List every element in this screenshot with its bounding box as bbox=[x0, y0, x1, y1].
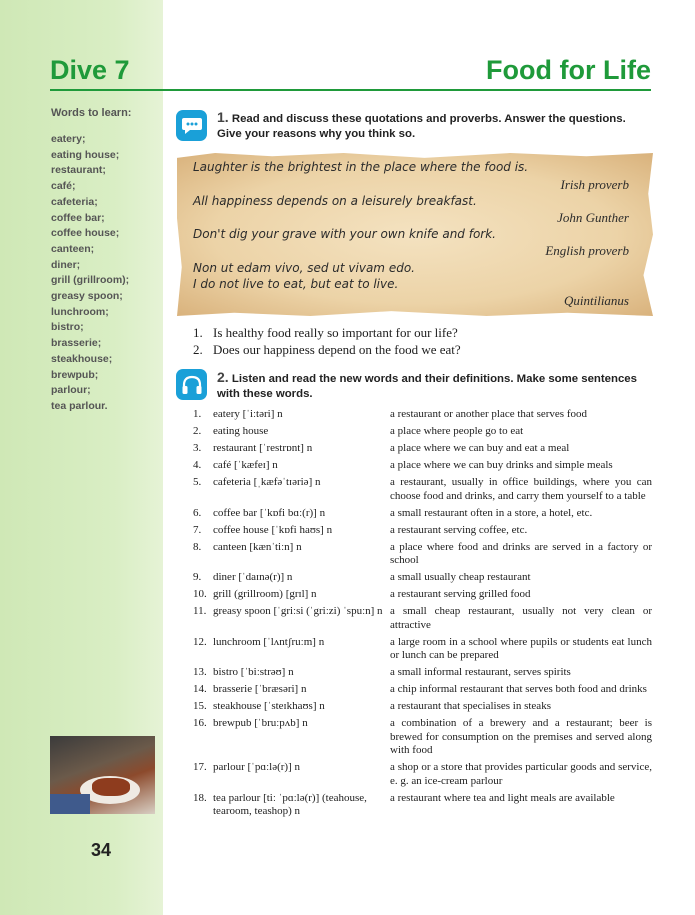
discussion-questions bbox=[193, 324, 461, 358]
vocab-row bbox=[193, 459, 653, 473]
quote-3: Don't dig your grave with your own knife and fork. bbox=[193, 227, 496, 241]
vocab-word: coffee bar [ˈkɒfi bɑː(r)] n bbox=[213, 506, 326, 519]
quote-4-english: I do not live to eat, but eat to live. bbox=[193, 277, 399, 291]
vocab-row bbox=[193, 524, 653, 538]
vocab-word: canteen [kænˈtiːn] n bbox=[213, 540, 302, 553]
title-divider bbox=[50, 89, 651, 91]
vocab-number: 7. bbox=[193, 523, 202, 536]
word-item: grill (grillroom); bbox=[51, 274, 130, 287]
vocab-definition: a small cheap restaurant, usually not very clean or attractive bbox=[390, 605, 652, 631]
task1-text: Read and discuss these quotations and proverbs. Answer the questions. Give your reasons why you think so. bbox=[217, 113, 626, 140]
word-item: coffee house; bbox=[51, 227, 120, 240]
word-item: café; bbox=[51, 180, 76, 193]
vocab-definition: a chip informal restaurant that serves both food and drinks bbox=[390, 683, 647, 695]
vocab-number: 2. bbox=[193, 425, 202, 437]
quote-2-source: John Gunther bbox=[557, 210, 629, 225]
question-number: 2. bbox=[193, 342, 203, 357]
vocab-number: 1. bbox=[193, 408, 202, 420]
napkin-shape bbox=[50, 794, 90, 814]
vocab-row bbox=[193, 408, 653, 422]
vocab-word: bistro [ˈbiːstrəʊ] n bbox=[213, 666, 294, 678]
vocab-word: greasy spoon [ˈgriːsi (ˈgriːzi) ˈspuːn] n bbox=[213, 605, 383, 617]
vocab-number: 4. bbox=[193, 459, 202, 471]
vocab-row bbox=[193, 666, 653, 680]
quote-4-source: Quintilianus bbox=[563, 293, 629, 308]
vocab-word: parlour [ˈpɑːlə(r)] n bbox=[213, 761, 300, 773]
vocab-word: diner [ˈdaɪnə(r)] n bbox=[213, 571, 293, 583]
vocab-definition: a combination of a brewery and a restaurant; beer is brewed for consumption on the premises and served along with food bbox=[390, 717, 652, 756]
vocab-word: eatery [ˈiːtəri] n bbox=[213, 408, 283, 420]
words-to-learn-list bbox=[51, 132, 129, 415]
word-item: parlour; bbox=[51, 384, 91, 397]
vocab-word: steakhouse [ˈsteɪkhaʊs] n bbox=[213, 700, 325, 712]
vocab-word: restaurant [ˈrestrɒnt] n bbox=[213, 442, 313, 454]
vocab-row bbox=[193, 541, 653, 568]
word-item: restaurant; bbox=[51, 164, 106, 177]
quote-4-latin: Non ut edam vivo, sed ut vivam edo. bbox=[193, 261, 415, 275]
vocab-row bbox=[193, 683, 653, 697]
vocab-definition: a place where food and drinks are served in a factory or school bbox=[390, 540, 652, 566]
vocab-row bbox=[193, 700, 653, 714]
quote-1: Laughter is the brightest in the place where the food is. bbox=[193, 160, 529, 174]
question-item bbox=[193, 324, 461, 341]
vocab-definition: a place where people go to eat bbox=[390, 425, 524, 437]
vocab-row bbox=[193, 792, 653, 819]
vocab-definition: a restaurant serving grilled food bbox=[390, 588, 531, 600]
vocab-number: 15. bbox=[193, 700, 207, 712]
vocab-number: 14. bbox=[193, 683, 207, 695]
vocabulary-list bbox=[193, 408, 653, 819]
task1-number: 1. bbox=[217, 109, 229, 125]
vocab-definition: a place where we can buy drinks and simple meals bbox=[390, 459, 613, 471]
vocab-definition: a restaurant where tea and light meals are available bbox=[390, 791, 615, 804]
vocab-number: 10. bbox=[193, 588, 207, 600]
word-item: eating house; bbox=[51, 148, 120, 161]
word-item: steakhouse; bbox=[51, 352, 113, 365]
vocab-row bbox=[193, 605, 653, 632]
vocab-number: 16. bbox=[193, 717, 207, 729]
vocab-definition: a place where we can buy and eat a meal bbox=[390, 442, 570, 454]
question-text: Does our happiness depend on the food we eat? bbox=[213, 342, 461, 357]
vocab-word: coffee house [ˈkɒfi haʊs] n bbox=[213, 523, 333, 536]
discussion-icon bbox=[176, 110, 207, 141]
vocab-definition: a restaurant, usually in office buildings, where you can choose food and drinks, and carry them yourself to a table bbox=[390, 476, 652, 502]
vocab-row bbox=[193, 588, 653, 602]
vocab-number: 12. bbox=[193, 635, 207, 648]
vocab-number: 18. bbox=[193, 791, 207, 804]
headphones-icon bbox=[176, 369, 207, 400]
word-item: canteen; bbox=[51, 242, 95, 255]
word-item: diner; bbox=[51, 258, 81, 271]
vocab-word: eating house bbox=[213, 425, 269, 437]
vocab-definition: a shop or a store that provides particular goods and service, e. g. an ice-cream parlour bbox=[390, 761, 652, 787]
vocab-word: brasserie [ˈbræsəri] n bbox=[213, 683, 307, 695]
task2-instruction bbox=[217, 370, 653, 402]
unit-title: Food for Life bbox=[486, 55, 651, 85]
vocab-word: grill (grillroom) [grɪl] n bbox=[213, 588, 317, 600]
word-item: coffee bar; bbox=[51, 211, 105, 224]
vocab-row bbox=[193, 636, 653, 663]
vocab-word: café [ˈkæfeɪ] n bbox=[213, 459, 278, 471]
vocab-row bbox=[193, 717, 653, 758]
vocab-number: 3. bbox=[193, 442, 202, 454]
word-item: greasy spoon; bbox=[51, 290, 123, 303]
quote-3-source: English proverb bbox=[545, 243, 629, 258]
vocab-definition: a large room in a school where pupils or students eat lunch or lunch can be prepared bbox=[390, 635, 652, 661]
vocab-row bbox=[193, 761, 653, 788]
question-text: Is healthy food really so important for our life? bbox=[213, 325, 458, 340]
steak-photo bbox=[50, 736, 155, 814]
vocab-number: 11. bbox=[193, 605, 207, 617]
vocab-definition: a small informal restaurant, serves spirits bbox=[390, 666, 571, 678]
vocab-word: lunchroom [ˈlʌntʃruːm] n bbox=[213, 635, 325, 648]
word-item: bistro; bbox=[51, 321, 84, 334]
vocab-definition: a restaurant or another place that serves food bbox=[390, 408, 587, 420]
task2-number: 2. bbox=[217, 369, 229, 385]
task2-text: Listen and read the new words and their definitions. Make some sentences with these words. bbox=[217, 373, 637, 400]
question-item bbox=[193, 341, 461, 358]
word-item: lunchroom; bbox=[51, 305, 109, 318]
vocab-row bbox=[193, 442, 653, 456]
vocab-number: 17. bbox=[193, 761, 207, 773]
word-item: brasserie; bbox=[51, 337, 102, 350]
vocab-word: brewpub [ˈbruːpʌb] n bbox=[213, 717, 308, 729]
vocab-definition: a restaurant that specialises in steaks bbox=[390, 700, 551, 712]
quote-2: All happiness depends on a leisurely breakfast. bbox=[193, 194, 477, 208]
dive-title: Dive 7 bbox=[50, 55, 130, 85]
question-number: 1. bbox=[193, 325, 203, 340]
vocab-number: 5. bbox=[193, 476, 202, 488]
page-number: 34 bbox=[91, 840, 112, 860]
steak-shape bbox=[92, 778, 130, 796]
vocab-number: 13. bbox=[193, 666, 207, 678]
vocab-row bbox=[193, 507, 653, 521]
vocab-row bbox=[193, 571, 653, 585]
words-to-learn-heading: Words to learn: bbox=[51, 107, 132, 119]
word-item: brewpub; bbox=[51, 368, 99, 381]
vocab-word: cafeteria [ˌkæfəˈtɪəriə] n bbox=[213, 476, 321, 488]
vocab-row bbox=[193, 425, 653, 439]
vocab-definition: a restaurant serving coffee, etc. bbox=[390, 523, 528, 536]
vocab-number: 8. bbox=[193, 540, 202, 553]
task1-instruction bbox=[217, 110, 653, 142]
vocab-definition: a small usually cheap restaurant bbox=[390, 571, 531, 583]
vocab-row bbox=[193, 476, 653, 503]
word-item: tea parlour. bbox=[51, 399, 108, 412]
vocab-number: 9. bbox=[193, 571, 202, 583]
vocab-number: 6. bbox=[193, 506, 202, 519]
quote-1-source: Irish proverb bbox=[560, 177, 629, 192]
vocab-word: tea parlour [tiː ˈpɑːlə(r)] (teahouse, tearoom, teashop) n bbox=[213, 791, 367, 817]
vocab-definition: a small restaurant often in a store, a hotel, etc. bbox=[390, 506, 593, 519]
word-item: eatery; bbox=[51, 133, 86, 145]
word-item: cafeteria; bbox=[51, 195, 98, 208]
